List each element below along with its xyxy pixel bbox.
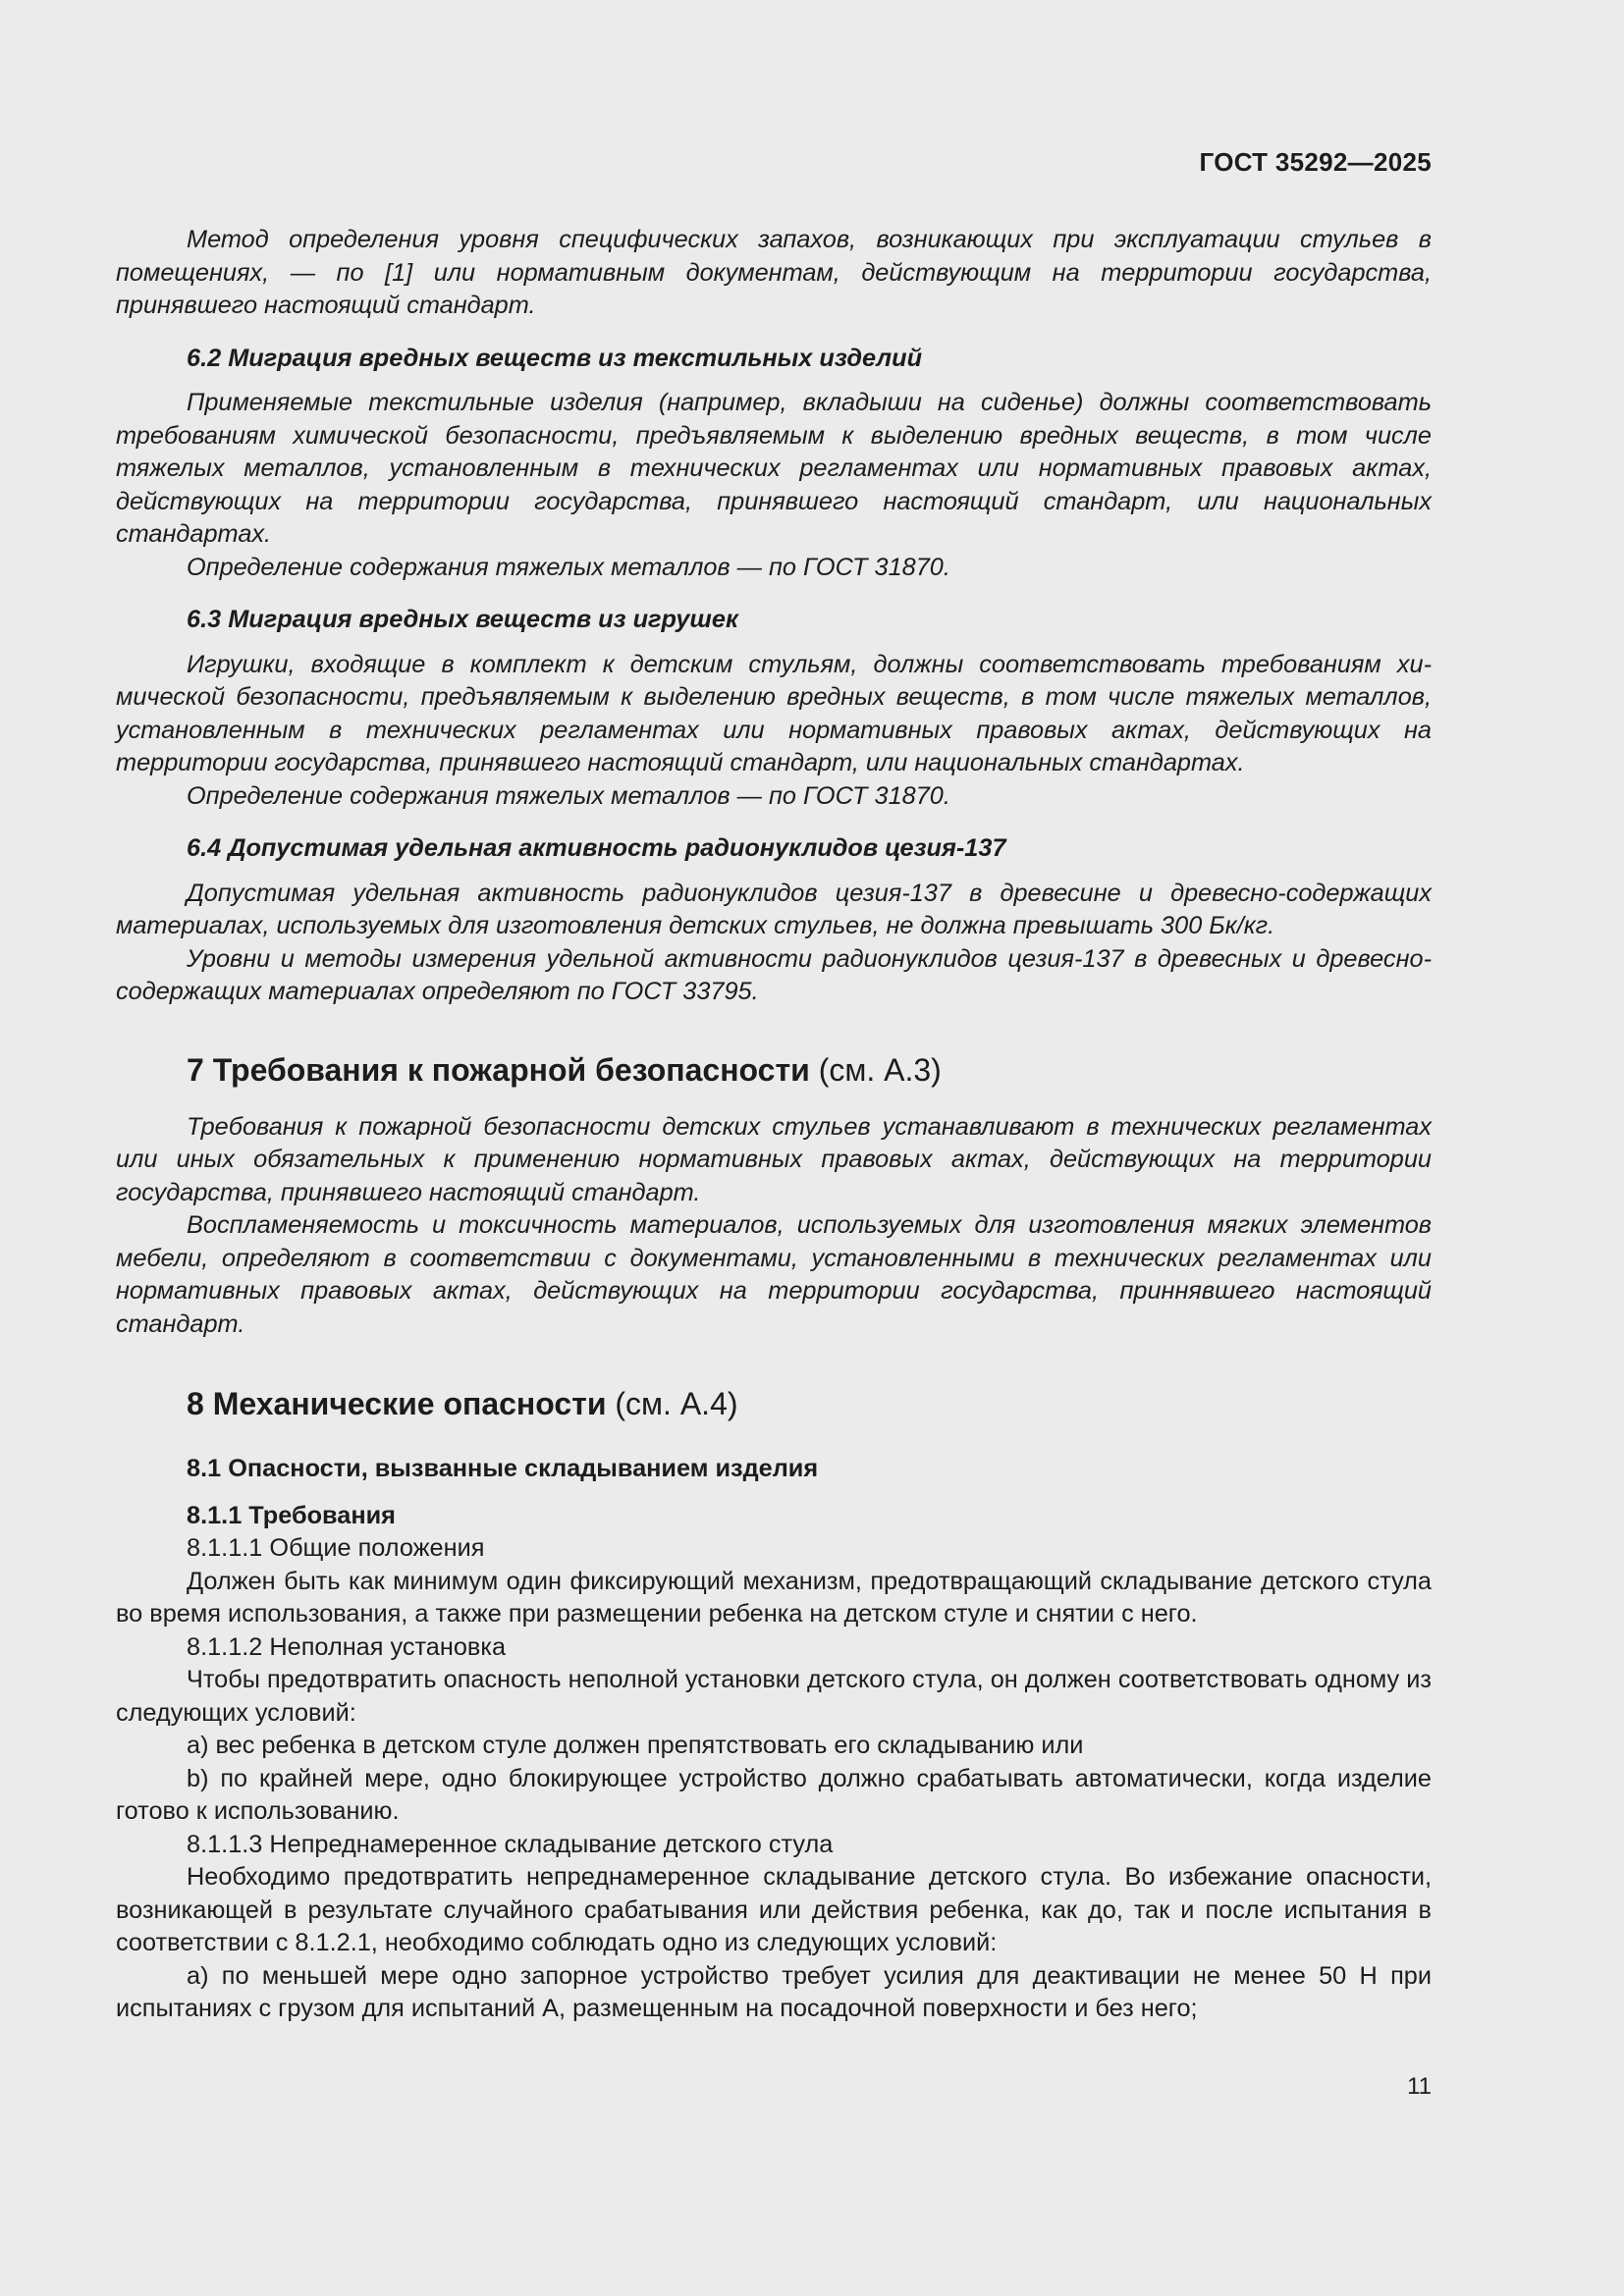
list-item: a) вес ребенка в детском стуле должен препятствовать его складыванию или (187, 1732, 1084, 1759)
paragraph: Уровни и методы измерения удельной активности радионуклидов цезия-137 в древесных и древесно-содержащих материалах определяют по ГОСТ 33795. (116, 944, 1432, 1005)
paragraph: Воспламеняемость и токсичность материалов, используемых для изготовления мягких элементов мебели, определяют в соответствии с документами, установленными в технических регламентах или нормативных правовых актах, действующих на территории государства, приннявшего настоящий стандарт. (116, 1211, 1432, 1338)
section-heading-7-reference: (см. А.3) (809, 1051, 942, 1088)
clause-title: 8.1.1.2 Неполная установка (187, 1632, 507, 1661)
paragraph: Необходимо предотвратить непреднамеренное складывание детского стула. Во избежание опасности, возникающей в результате случайного срабатывания или действия ребенка, как до, так и после испытания в соответствии с 8.1.2.1, необходимо соблюдать одно из следующих условий: (116, 1863, 1432, 1956)
paragraph: Допустимая удельная активность радионуклидов цезия-137 в древесине и древесно-содержащих материалах, используемых для изготовления детских стульев, не должна превышать 300 Бк/кг. (116, 879, 1432, 939)
clause-title: 8.1.1.1 Общие положения (187, 1534, 485, 1562)
paragraph: Метод определения уровня специфических запахов, возникающих при эксплуатации стульев в помещениях, — по [1] или нормативным документам, действующим на территории государства, принявшего настоящий стандарт. (116, 226, 1432, 319)
section-heading-8-reference: (см. А.4) (606, 1386, 738, 1421)
paragraph: Игрушки, входящие в комплект к детским стульям, должны соответствовать требованиям химической безопасности, предъявляемым к выделению вредных веществ, в том числе тяжелых металлов, установленным в технических регламентах или нормативных правовых актах, действующих на территории государства, принявшего настоящий стандарт, или национальных стандартах. (116, 650, 1432, 776)
section-heading-6-2: 6.2 Миграция вредных веществ из текстильных изделий (187, 344, 923, 372)
section-heading-6-4: 6.4 Допустимая удельная активность радионуклидов цезия-137 (187, 834, 1006, 862)
paragraph: Требования к пожарной безопасности детских стульев устанавливают в технических регламентах или иных обязательных к применению нормативных правовых актах, действующих на территории государства, принявшего настоящий стандарт. (116, 1112, 1432, 1206)
document-code: ГОСТ 35292—2025 (1199, 147, 1432, 177)
section-heading-7 (116, 1050, 1432, 1090)
section-heading-6-3: 6.3 Миграция вредных веществ из игрушек (187, 606, 738, 633)
paragraph: Должен быть как минимум один фиксирующий механизм, предотвращающий складывание детского стула во время использования, а также при размещении ребенка на детском стуле и снятии с него. (116, 1567, 1432, 1628)
paragraph: Определение содержания тяжелых металлов — по ГОСТ 31870. (187, 781, 950, 810)
paragraph: Применяемые текстильные изделия (например, вкладыши на сиденье) должны соответствовать требованиям химической безопасности, предъявляемым к выделению вредных веществ, в том числе тяжелых металлов, установленным в технических регламентах или нормативных правовых актах, действующих на территории государства, принявшего настоящий стандарт, или национальных стандартах. (116, 389, 1432, 548)
document-body (116, 224, 1432, 2026)
section-heading-8 (116, 1384, 1432, 1423)
document-page (116, 0, 1432, 2296)
section-heading-8-title: 8 Механические опасности (187, 1386, 607, 1421)
page-number: 11 (1407, 2073, 1432, 2100)
list-item: а) по меньшей мере одно запорное устройство требует усилия для деактивации не менее 50 Н при испытаниях с грузом для испытаний А, размещенным на посадочной поверхности и без него; (116, 1961, 1432, 2022)
section-heading-7-title: 7 Требования к пожарной безопасности (187, 1051, 810, 1088)
section-heading-8-1-1: 8.1.1 Требования (187, 1501, 396, 1529)
list-item: b) по крайней мере, одно блокирующее устройство должно срабатывать автоматически, когда изделие готово к использованию. (116, 1764, 1432, 1825)
paragraph: Определение содержания тяжелых металлов — по ГОСТ 31870. (187, 553, 950, 581)
paragraph: Чтобы предотвратить опасность неполной установки детского стула, он должен соответствовать одному из следующих условий: (116, 1666, 1432, 1727)
section-heading-8-1: 8.1 Опасности, вызванные складыванием изделия (187, 1455, 819, 1482)
clause-title: 8.1.1.3 Непреднамеренное складывание детского стула (187, 1830, 834, 1858)
